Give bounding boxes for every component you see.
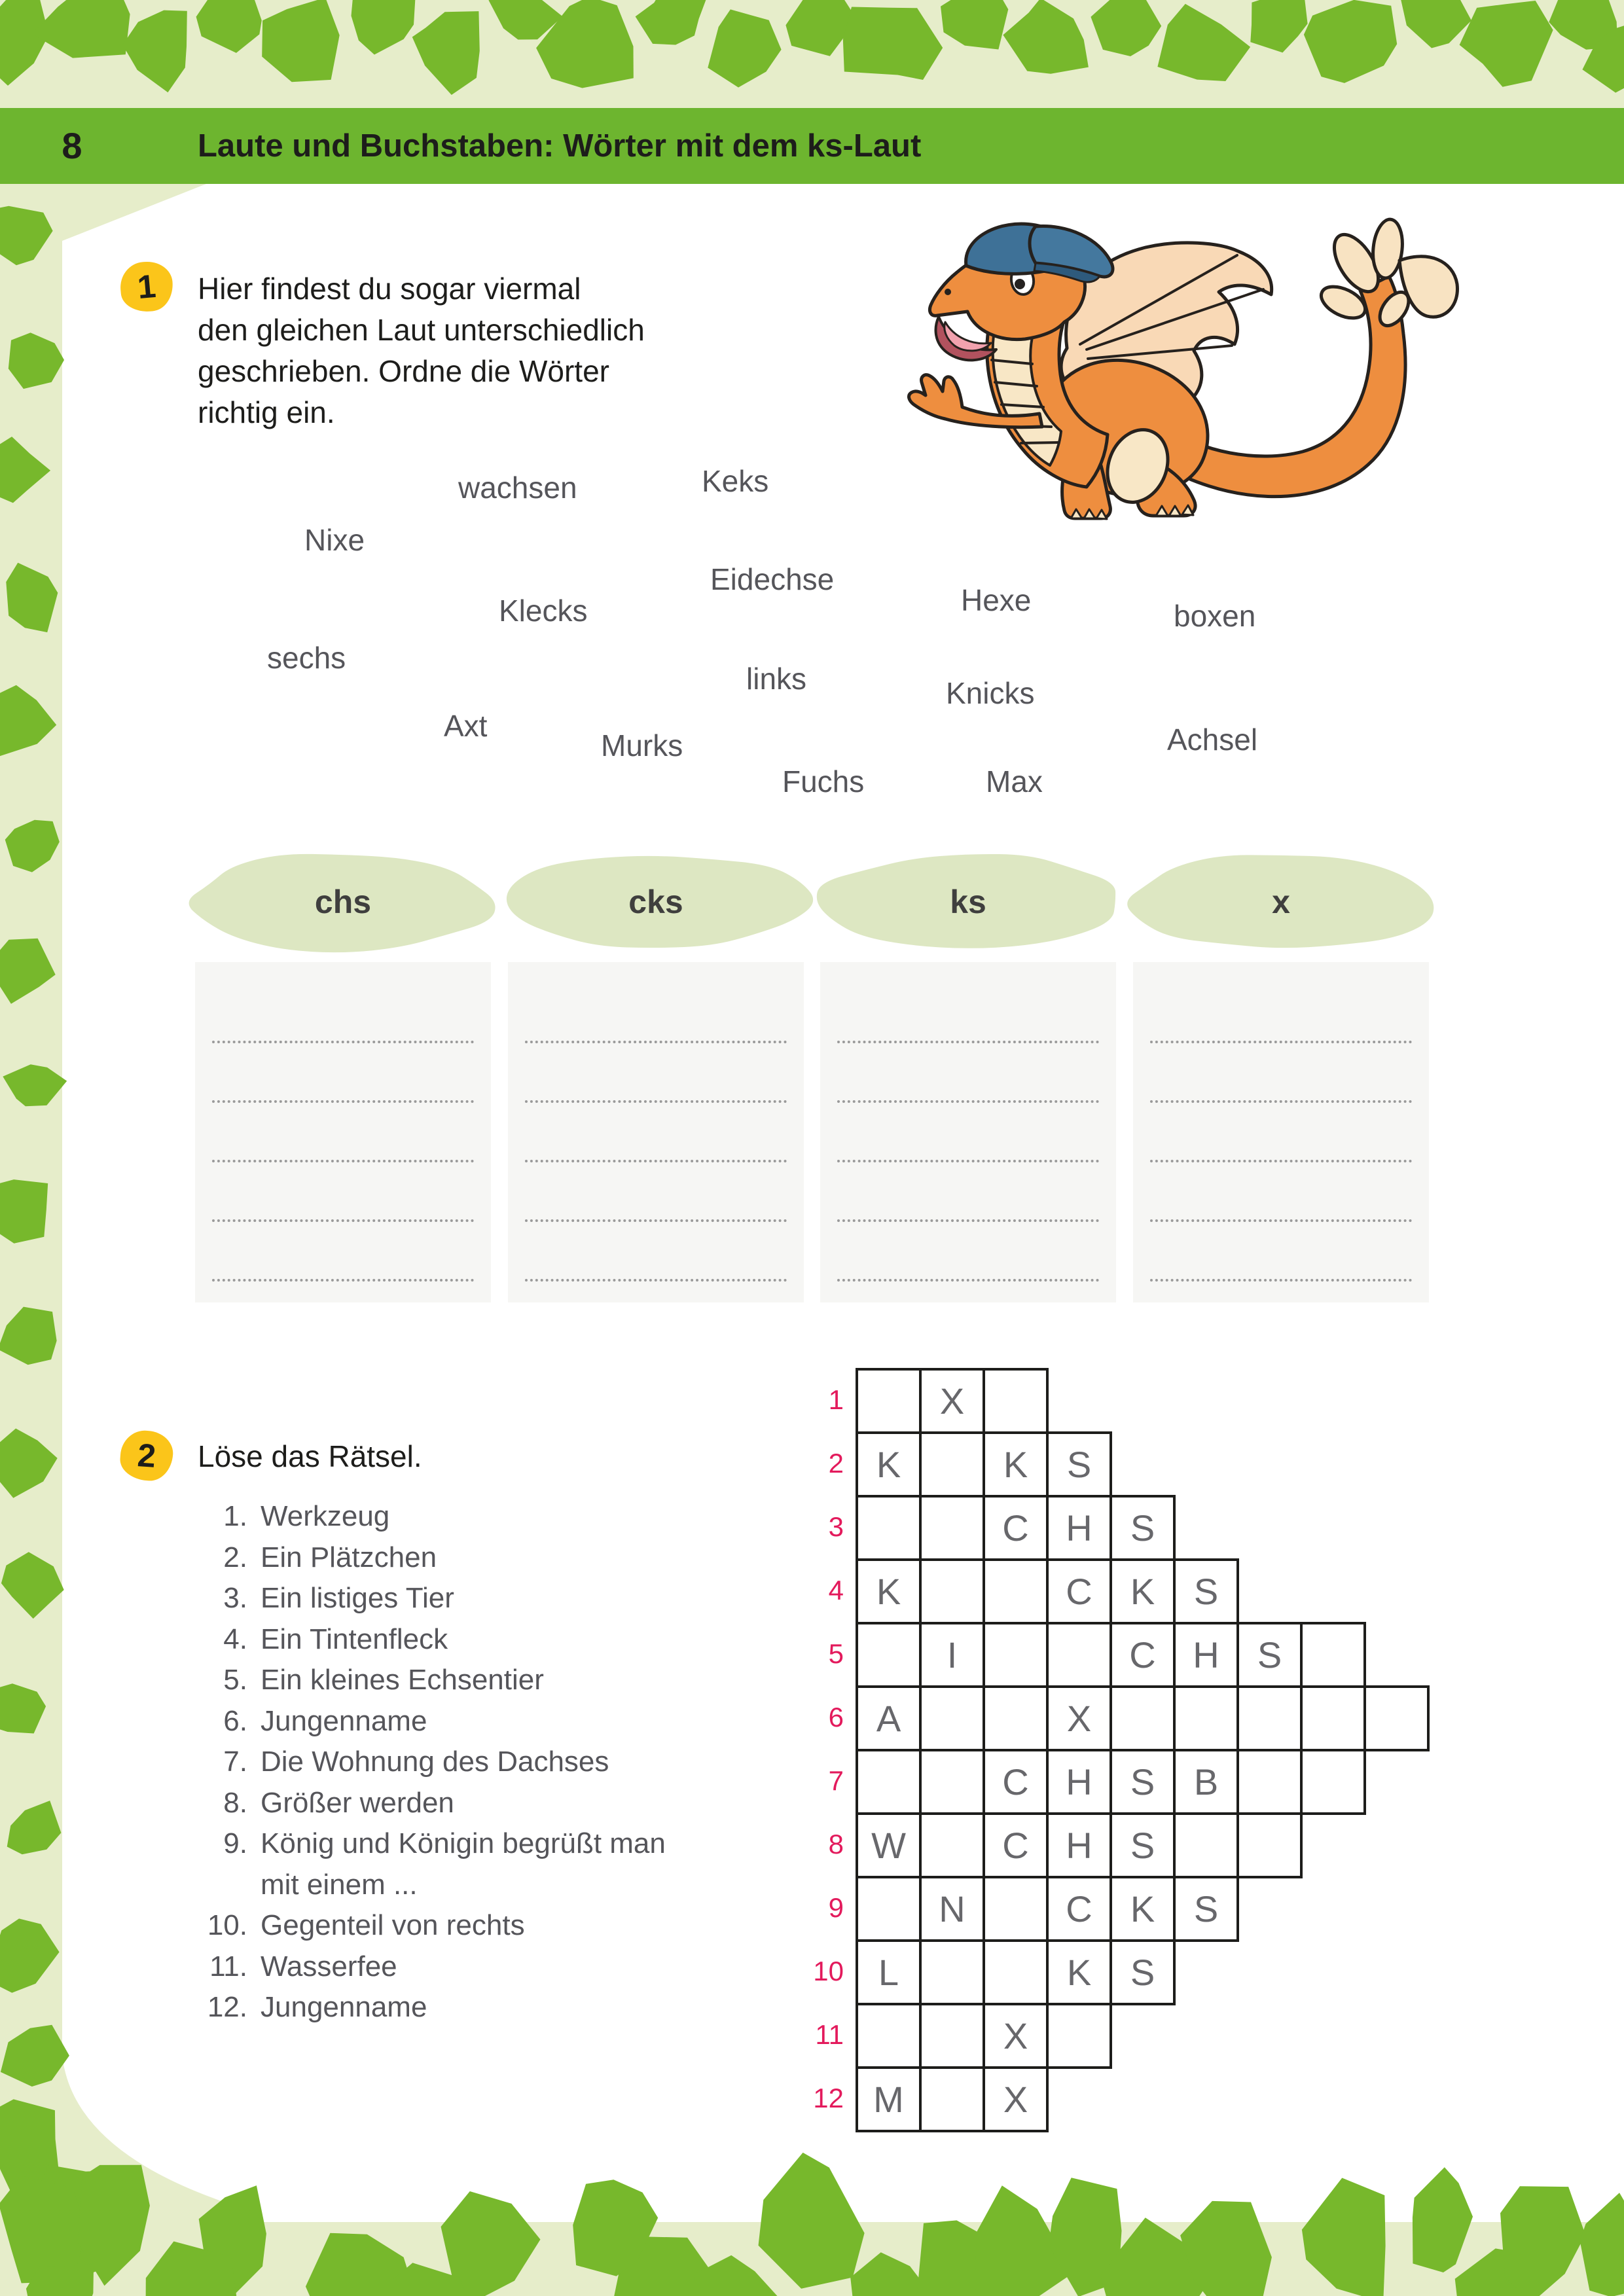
crossword-cell[interactable]: S [1173, 1876, 1239, 1942]
clue-number: 4. [223, 1623, 247, 1655]
sort-column [195, 962, 491, 1302]
clue-item [149, 1500, 389, 1533]
answer-line[interactable] [1150, 1160, 1412, 1162]
crossword-cell[interactable] [983, 1876, 1049, 1942]
crossword-row-number: 10 [813, 1956, 844, 1986]
crossword-cell[interactable] [1363, 1685, 1430, 1751]
clue-text: Größer werden [261, 1787, 454, 1819]
answer-line[interactable] [837, 1041, 1099, 1043]
instruction-line: richtig ein. [198, 395, 335, 429]
clue-text: König und Königin begrüßt man [261, 1827, 666, 1859]
crossword-row-number: 2 [828, 1448, 844, 1479]
crossword-cell[interactable] [919, 1749, 985, 1815]
sort-column [820, 962, 1116, 1302]
crossword-row-number: 5 [828, 1638, 844, 1669]
crossword-row-number: 4 [828, 1575, 844, 1605]
clue-text: Ein Plätzchen [261, 1541, 437, 1573]
answer-line[interactable] [212, 1100, 474, 1103]
instruction-line: Hier findest du sogar viermal [198, 272, 581, 306]
crossword-cell[interactable]: H [1046, 1812, 1112, 1878]
crossword-row-number: 12 [813, 2083, 844, 2113]
crossword-row-number: 6 [828, 1702, 844, 1732]
crossword-cell[interactable]: L [856, 1939, 922, 2005]
crossword-cell[interactable] [919, 1812, 985, 1878]
crossword-cell[interactable]: C [983, 1749, 1049, 1815]
crossword-cell[interactable] [1300, 1622, 1366, 1688]
instruction-line: den gleichen Laut unterschiedlich [198, 313, 645, 347]
crossword-cell[interactable]: C [983, 1495, 1049, 1561]
clue-number: 9. [223, 1827, 247, 1859]
scatter-word: sechs [267, 641, 346, 675]
clue-text: Gegenteil von rechts [261, 1909, 525, 1941]
clue-text: Jungenname [261, 1991, 427, 2023]
crossword-cell[interactable]: S [1110, 1749, 1176, 1815]
crossword-cell[interactable]: S [1110, 1812, 1176, 1878]
scatter-word: Keks [702, 464, 769, 498]
answer-line[interactable] [837, 1219, 1099, 1222]
crossword-cell[interactable]: K [856, 1431, 922, 1498]
clue-number: 2. [223, 1541, 247, 1573]
crossword-cell[interactable]: C [1110, 1622, 1176, 1688]
clue-text: Ein kleines Echsentier [261, 1664, 544, 1696]
sort-column [1133, 962, 1429, 1302]
crossword-cell[interactable]: C [983, 1812, 1049, 1878]
clue-number: 5. [223, 1664, 247, 1696]
clue-number: 10. [207, 1909, 247, 1941]
crossword-cell[interactable]: H [1046, 1749, 1112, 1815]
crossword-cell[interactable] [1173, 1685, 1239, 1751]
scatter-word: Eidechse [710, 562, 835, 596]
crossword-cell[interactable] [1046, 1622, 1112, 1688]
crossword-cell[interactable] [1110, 1685, 1176, 1751]
page-header-bar [0, 108, 1624, 184]
clue-item [149, 1950, 397, 1983]
clue-item [149, 1869, 418, 1901]
sort-column-header: ks [950, 884, 986, 920]
clue-number: 7. [223, 1746, 247, 1778]
scatter-word: Nixe [304, 523, 365, 557]
answer-line[interactable] [525, 1100, 787, 1103]
clue-item [149, 1909, 525, 1942]
crossword-grid [813, 1368, 1432, 2135]
clue-number: 1. [223, 1500, 247, 1532]
dragon-illustration [871, 209, 1486, 530]
answer-line[interactable] [525, 1219, 787, 1222]
clue-text: Wasserfee [261, 1950, 397, 1982]
scatter-word: Klecks [499, 594, 588, 628]
scatter-word: boxen [1174, 599, 1256, 633]
crossword-row-number: 7 [828, 1765, 844, 1796]
clue-text: Jungenname [261, 1705, 427, 1737]
crossword-cell[interactable] [983, 1558, 1049, 1624]
scatter-word: wachsen [458, 471, 577, 505]
crossword-cell[interactable] [856, 1749, 922, 1815]
crossword-cell[interactable]: K [856, 1558, 922, 1624]
crossword-cell[interactable]: S [1236, 1622, 1303, 1688]
answer-line[interactable] [1150, 1041, 1412, 1043]
crossword-cell[interactable]: X [983, 2003, 1049, 2069]
crossword-cell[interactable] [919, 2003, 985, 2069]
clue-number: 11. [209, 1950, 247, 1982]
crossword-cell[interactable] [1236, 1685, 1303, 1751]
crossword-row-number: 1 [828, 1384, 844, 1415]
scatter-word: Murks [601, 728, 683, 762]
crossword-cell[interactable] [856, 1876, 922, 1942]
exercise-2-title: Löse das Rätsel. [198, 1439, 422, 1473]
crossword-cell[interactable]: K [983, 1431, 1049, 1498]
exercise-1-instruction [198, 268, 645, 433]
scatter-word: Achsel [1167, 723, 1258, 757]
crossword-cell[interactable]: C [1046, 1558, 1112, 1624]
answer-line[interactable] [1150, 1219, 1412, 1222]
scatter-word: Hexe [961, 583, 1032, 617]
answer-line[interactable] [837, 1100, 1099, 1103]
crossword-cell[interactable]: S [1046, 1431, 1112, 1498]
scatter-word: links [746, 662, 807, 696]
crossword-cell[interactable] [856, 2003, 922, 2069]
clue-item [149, 1664, 544, 1696]
crossword-cell[interactable]: S [1110, 1939, 1176, 2005]
crossword-cell[interactable]: A [856, 1685, 922, 1751]
crossword-cell[interactable]: X [983, 2066, 1049, 2132]
crossword-cell[interactable]: C [1046, 1876, 1112, 1942]
crossword-cell[interactable]: H [1046, 1495, 1112, 1561]
scatter-word: Fuchs [782, 764, 865, 798]
answer-line[interactable] [1150, 1100, 1412, 1103]
crossword-cell[interactable]: M [856, 2066, 922, 2132]
page-number: 8 [62, 125, 82, 166]
crossword-cell[interactable]: K [1110, 1558, 1176, 1624]
crossword-cell[interactable] [856, 1368, 922, 1434]
crossword-cell[interactable] [983, 1685, 1049, 1751]
crossword-cell[interactable] [919, 1939, 985, 2005]
clue-item [149, 1991, 427, 2024]
crossword-cell[interactable] [919, 1431, 985, 1498]
crossword-row-number: 8 [828, 1829, 844, 1859]
clue-item [149, 1787, 454, 1820]
answer-line[interactable] [212, 1160, 474, 1162]
clue-text: Werkzeug [261, 1500, 390, 1532]
clue-item [149, 1746, 609, 1778]
sort-column-header: chs [314, 884, 372, 920]
clue-number: 8. [223, 1787, 247, 1819]
dragon-tail-fins [1316, 218, 1458, 331]
clue-text: Ein listiges Tier [261, 1582, 454, 1614]
crossword-cell[interactable] [919, 2066, 985, 2132]
scatter-word: Axt [444, 709, 488, 743]
sort-column-header: x [1272, 884, 1290, 920]
clue-text: Die Wohnung des Dachses [261, 1746, 609, 1778]
answer-line[interactable] [837, 1279, 1099, 1282]
answer-line[interactable] [212, 1279, 474, 1282]
crossword-cell[interactable]: S [1110, 1495, 1176, 1561]
crossword-cell[interactable] [919, 1558, 985, 1624]
answer-line[interactable] [212, 1219, 474, 1222]
crossword-cell[interactable] [1236, 1812, 1303, 1878]
crossword-cell[interactable]: K [1046, 1939, 1112, 2005]
clue-item [149, 1541, 437, 1574]
crossword-row-number: 9 [828, 1892, 844, 1923]
answer-line[interactable] [212, 1041, 474, 1043]
crossword-cell[interactable]: S [1173, 1558, 1239, 1624]
crossword-cell[interactable]: H [1173, 1622, 1239, 1688]
crossword-cell[interactable] [1173, 1812, 1239, 1878]
sort-column [508, 962, 804, 1302]
sort-column-header: cks [628, 884, 683, 920]
scatter-word: Max [986, 764, 1043, 798]
crossword-cell[interactable]: B [1173, 1749, 1239, 1815]
clue-item [149, 1705, 427, 1738]
clue-number: 12. [207, 1991, 247, 2023]
crossword-cell[interactable] [856, 1495, 922, 1561]
crossword-cell[interactable]: K [1110, 1876, 1176, 1942]
crossword-cell[interactable] [856, 1622, 922, 1688]
crossword-cell[interactable] [983, 1368, 1049, 1434]
scatter-word: Knicks [946, 676, 1035, 710]
crossword-cell[interactable]: N [919, 1876, 985, 1942]
crossword-cell[interactable] [919, 1495, 985, 1561]
answer-line[interactable] [1150, 1279, 1412, 1282]
crossword-cell[interactable] [1300, 1685, 1366, 1751]
clue-text: mit einem ... [261, 1869, 418, 1901]
clue-item [149, 1582, 454, 1615]
crossword-cell[interactable] [983, 1622, 1049, 1688]
answer-line[interactable] [837, 1160, 1099, 1162]
page-title: Laute und Buchstaben: Wörter mit dem ks-Laut [198, 128, 922, 164]
clue-number: 3. [223, 1582, 247, 1614]
crossword-row-number: 3 [828, 1511, 844, 1542]
crossword-cell[interactable]: I [919, 1622, 985, 1688]
crossword-cell[interactable] [1236, 1749, 1303, 1815]
crossword-row-number: 11 [815, 2019, 844, 2050]
crossword-cell[interactable] [1046, 2003, 1112, 2069]
crossword-cell[interactable]: X [919, 1368, 985, 1434]
clue-text: Ein Tintenfleck [261, 1623, 448, 1655]
exercise-1-badge: 1 [118, 260, 175, 314]
crossword-cell[interactable] [1300, 1749, 1366, 1815]
answer-line[interactable] [525, 1041, 787, 1043]
crossword-cell[interactable]: X [1046, 1685, 1112, 1751]
crossword-cell[interactable]: W [856, 1812, 922, 1878]
clue-item [149, 1827, 666, 1860]
clue-number: 6. [223, 1705, 247, 1737]
crossword-cell[interactable] [983, 1939, 1049, 2005]
answer-line[interactable] [525, 1160, 787, 1162]
exercise-2-badge: 2 [118, 1429, 174, 1482]
crossword-cell[interactable] [919, 1685, 985, 1751]
answer-line[interactable] [525, 1279, 787, 1282]
instruction-line: geschrieben. Ordne die Wörter [198, 354, 609, 388]
clue-item [149, 1623, 448, 1656]
